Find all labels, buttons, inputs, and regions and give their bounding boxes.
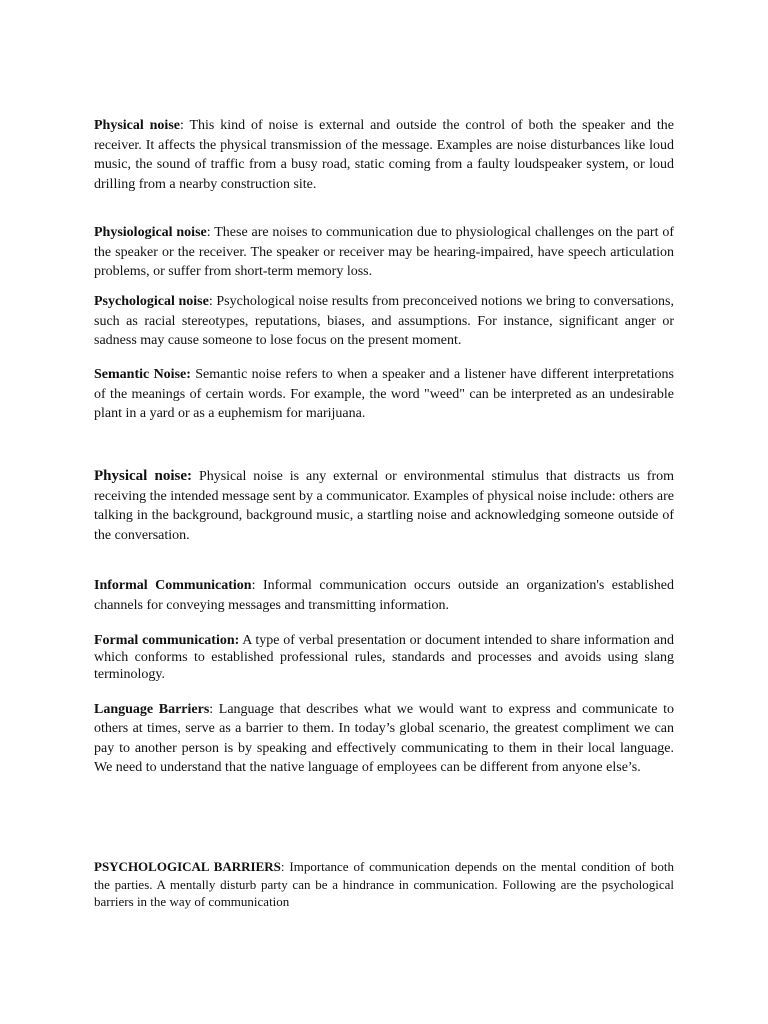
term-semantic-noise: Semantic Noise: (94, 367, 191, 382)
paragraph-psychological-noise (94, 292, 674, 351)
paragraph-psychological-barriers (94, 858, 674, 911)
paragraph-semantic-noise (94, 365, 674, 424)
paragraph-body: : Informal communication occurs outside an organization's established channels for conveying messages and transmitting information. (94, 578, 674, 613)
paragraph-body: Physical noise is any external or environmental stimulus that distracts us from receiving the intended message sent by a communicator. Examples of physical noise include: others are talking in the background, background music, a startling noise and acknowledging someone outside of the conversation. (94, 469, 674, 543)
term-language-barriers: Language Barriers (94, 702, 210, 717)
term-psychological-noise: Psychological noise (94, 294, 209, 309)
paragraph-body: : These are noises to communication due to physiological challenges on the part of the speaker or the receiver. The speaker or receiver may be hearing-impaired, have speech articulation problems, or suffer from short-term memory loss. (94, 225, 674, 279)
term-informal-communication: Informal Communication (94, 578, 252, 593)
paragraph-body: : Language that describes what we would want to express and communicate to others at times, serve as a barrier to them. In today’s global scenario, the greatest compliment we can pay to another person is by speaking and effectively communicating to them in their local language. We need to understand that the native language of employees can be different from anyone else’s. (94, 702, 675, 775)
paragraph-body: : Psychological noise results from preconceived notions we bring to conversations, such as racial stereotypes, reputations, biases, and assumptions. For instance, significant anger or sadness may cause someone to lose focus on the present moment. (94, 294, 674, 348)
term-physiological-noise: Physiological noise (94, 225, 207, 240)
paragraph-language-barriers (94, 700, 674, 777)
term-formal-communication: Formal communication: (94, 633, 240, 648)
paragraph-body: : This kind of noise is external and outside the control of both the speaker and the receiver. It affects the physical transmission of the message. Examples are noise disturbances like loud music, the sound of traffic from a busy road, static coming from a faulty loudspeaker system, or loud drilling from a nearby construction site. (94, 118, 674, 192)
paragraph-body: A type of verbal presentation or document intended to share information and which conforms to established professional rules, standards and processes and avoids using slang terminology. (94, 633, 675, 682)
paragraph-physical-noise (94, 116, 674, 194)
paragraph-formal-communication (94, 632, 674, 683)
term-physical-noise-2: Physical noise: (94, 468, 193, 484)
paragraph-body: Semantic noise refers to when a speaker and a listener have different interpretations of the meanings of certain words. For example, the word "weed" can be interpreted as an undesirable plant in a yard or as a euphemism for marijuana. (94, 367, 674, 421)
paragraph-informal-communication (94, 576, 674, 615)
term-physical-noise: Physical noise (94, 118, 180, 133)
paragraph-body: : Importance of communication depends on the mental condition of both the parties. A mentally disturb party can be a hindrance in communication. Following are the psychological barriers in the way of communication (94, 859, 674, 909)
term-psychological-barriers: PSYCHOLOGICAL BARRIERS (94, 859, 281, 874)
paragraph-physiological-noise (94, 223, 674, 282)
paragraph-physical-noise-2 (94, 467, 674, 545)
